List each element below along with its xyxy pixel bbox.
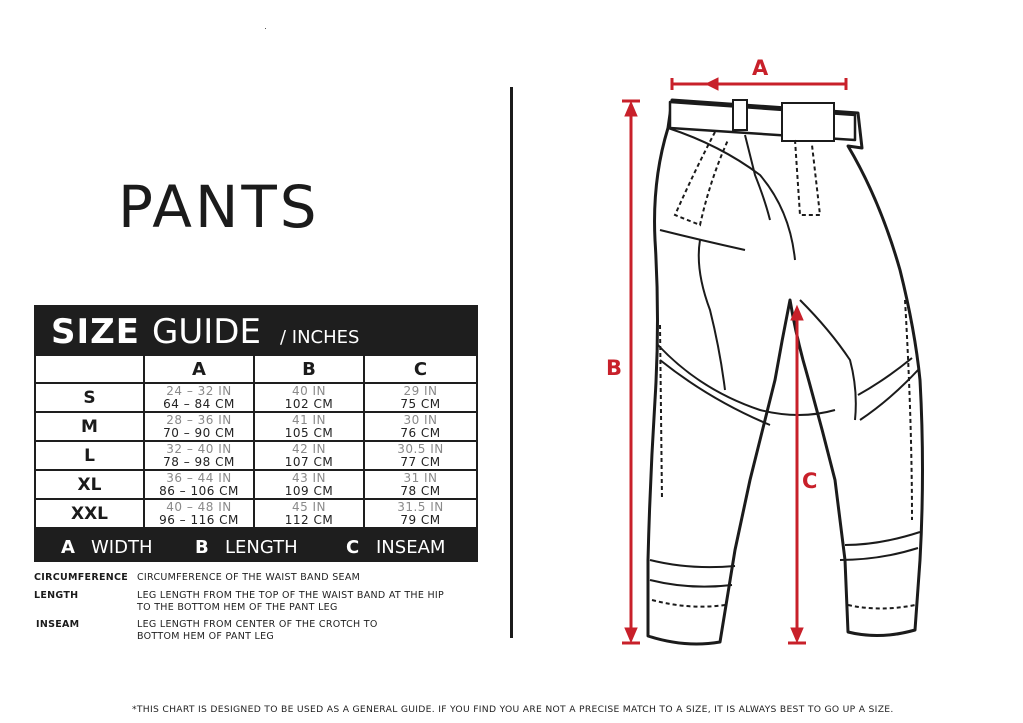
width-cell xyxy=(145,384,255,413)
arrow-a-head-icon xyxy=(706,78,718,90)
legend-label-inseam: INSEAM xyxy=(376,537,446,558)
value-cm: 78 – 98 CM xyxy=(163,454,235,469)
heading-size: SIZE xyxy=(51,312,141,352)
value-in: 30.5 IN xyxy=(397,441,444,456)
arrow-b-down-icon xyxy=(625,628,637,642)
page-title: PANTS xyxy=(118,173,320,241)
value-in: 43 IN xyxy=(291,470,327,485)
value-cm: 96 – 116 CM xyxy=(159,512,239,527)
value-cm: 77 CM xyxy=(400,454,441,469)
value-cm: 70 – 90 CM xyxy=(163,425,235,440)
size-guide-panel xyxy=(34,305,478,562)
value-in: 24 – 32 IN xyxy=(166,383,232,398)
legend-key-a: A xyxy=(61,537,75,558)
definition-desc xyxy=(137,619,378,642)
value-in: 32 – 40 IN xyxy=(166,441,232,456)
legend-label-length: LENGTH xyxy=(225,537,298,558)
table-row xyxy=(36,442,476,471)
size-label: XXL xyxy=(36,500,145,529)
value-cm: 105 CM xyxy=(284,425,334,440)
length-cell xyxy=(255,384,365,413)
value-cm: 86 – 106 CM xyxy=(159,483,239,498)
inseam-cell xyxy=(365,471,476,500)
length-cell xyxy=(255,471,365,500)
width-cell xyxy=(145,442,255,471)
size-table xyxy=(36,356,476,529)
heading-unit: / INCHES xyxy=(280,327,360,348)
vertical-divider xyxy=(510,87,513,638)
definition-line: LEG LENGTH FROM CENTER OF THE CROTCH TO xyxy=(137,619,378,630)
size-label: M xyxy=(36,413,145,442)
value-in: 29 IN xyxy=(403,383,438,398)
value-cm: 102 CM xyxy=(284,396,334,411)
width-cell xyxy=(145,500,255,529)
table-row xyxy=(36,471,476,500)
table-header-row xyxy=(36,356,476,384)
table-row xyxy=(36,384,476,413)
inseam-cell xyxy=(365,500,476,529)
definition-line: BOTTOM HEM OF PANT LEG xyxy=(137,630,275,642)
length-cell xyxy=(255,500,365,529)
inseam-cell xyxy=(365,442,476,471)
table-row xyxy=(36,413,476,442)
value-cm: 79 CM xyxy=(400,512,441,527)
definition-term: CIRCUMFERENCE xyxy=(34,572,129,583)
pants-diagram xyxy=(590,50,950,655)
value-in: 31 IN xyxy=(403,470,438,485)
inseam-cell xyxy=(365,384,476,413)
value-cm: 109 CM xyxy=(284,483,334,498)
value-in: 30 IN xyxy=(403,412,438,427)
label-b: B xyxy=(606,356,623,380)
measurement-legend xyxy=(34,533,478,562)
value-in: 40 IN xyxy=(291,383,327,398)
length-cell xyxy=(255,413,365,442)
value-cm: 78 CM xyxy=(400,483,441,498)
value-cm: 64 – 84 CM xyxy=(163,396,235,411)
value-cm: 112 CM xyxy=(284,512,334,527)
length-cell xyxy=(255,442,365,471)
column-header-a: A xyxy=(145,356,255,384)
definition-line: CIRCUMFERENCE OF THE WAIST BAND SEAM xyxy=(137,572,361,583)
table-row xyxy=(36,500,476,529)
definition-term: LENGTH xyxy=(34,590,79,601)
value-cm: 75 CM xyxy=(400,396,441,411)
heading-guide: GUIDE xyxy=(152,312,261,352)
size-label: L xyxy=(36,442,145,471)
value-in: 28 – 36 IN xyxy=(166,412,232,427)
definition-line: TO THE BOTTOM HEM OF THE PANT LEG xyxy=(137,601,338,613)
value-cm: 76 CM xyxy=(400,425,441,440)
definition-term: INSEAM xyxy=(36,619,80,630)
legend-key-c: C xyxy=(346,537,360,558)
footer-disclaimer: *THIS CHART IS DESIGNED TO BE USED AS A GENERAL GUIDE. IF YOU FIND YOU ARE NOT A PRECISE MATCH TO A SIZE, IT IS ALWAYS BEST TO GO UP A SIZE. xyxy=(132,704,894,715)
definition-desc xyxy=(137,572,360,584)
value-cm: 107 CM xyxy=(284,454,334,469)
value-in: 42 IN xyxy=(291,441,327,456)
legend-key-b: B xyxy=(195,537,209,558)
label-a: A xyxy=(752,56,769,80)
definition-line: LEG LENGTH FROM THE TOP OF THE WAIST BAND AT THE HIP xyxy=(137,590,445,601)
legend-label-width: WIDTH xyxy=(91,537,153,558)
stray-dot xyxy=(265,28,266,29)
width-cell xyxy=(145,471,255,500)
size-label: S xyxy=(36,384,145,413)
width-cell xyxy=(145,413,255,442)
inseam-cell xyxy=(365,413,476,442)
size-guide-heading xyxy=(34,305,478,355)
value-in: 45 IN xyxy=(291,499,327,514)
value-in: 31.5 IN xyxy=(397,499,444,514)
arrow-c-down-icon xyxy=(791,628,803,642)
column-header-c: C xyxy=(365,356,476,384)
column-header-b: B xyxy=(255,356,365,384)
value-in: 41 IN xyxy=(291,412,327,427)
label-c: C xyxy=(802,469,818,493)
definition-desc xyxy=(137,590,444,613)
size-label: XL xyxy=(36,471,145,500)
column-header-blank xyxy=(36,356,145,384)
arrow-b-up-icon xyxy=(625,102,637,116)
value-in: 36 – 44 IN xyxy=(166,470,232,485)
value-in: 40 – 48 IN xyxy=(166,499,232,514)
